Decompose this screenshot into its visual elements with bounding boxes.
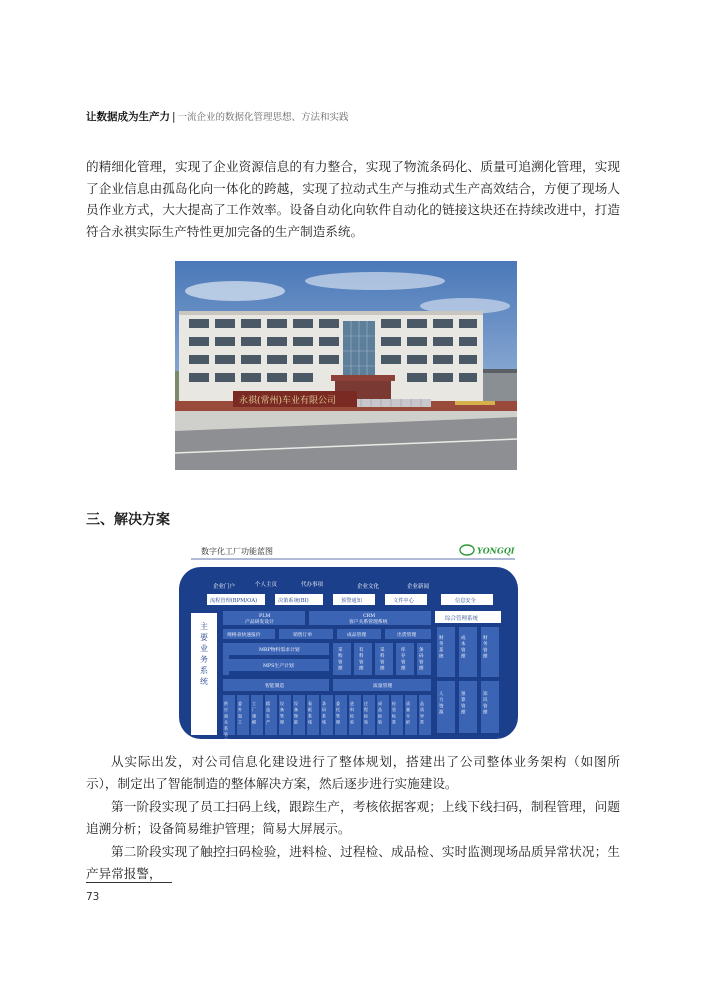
svg-text:销售订单: 销售订单: [293, 633, 313, 638]
svg-text:决策系统(BI): 决策系统(BI): [278, 598, 309, 604]
svg-text:个人主页: 个人主页: [255, 582, 278, 588]
factory-photo: [175, 261, 517, 470]
svg-text:有料管理: 有料管理: [359, 648, 364, 672]
svg-text:条码系统: 条码系统: [322, 701, 326, 725]
header-separator: |: [172, 111, 176, 123]
building-sign-text: 永祺(常州)车业有限公司: [239, 396, 337, 406]
svg-text:YONGQI: YONGQI: [477, 545, 515, 556]
svg-text:知识管理: 知识管理: [483, 692, 488, 716]
svg-text:企业文化: 企业文化: [357, 584, 380, 590]
svg-text:质量管理: 质量管理: [373, 684, 393, 689]
section-title: 三、解决方案: [86, 512, 170, 528]
svg-text:采料管理: 采料管理: [380, 648, 385, 672]
svg-text:采购管理: 采购管理: [338, 648, 343, 672]
paragraph-4: 第二阶段实现了触控扫码检验，进料检、过程检、成品检、实时监测现场品质异常状况；生产异常报警，: [86, 844, 620, 881]
main-system-label: 主要业务系统: [200, 622, 208, 686]
svg-text:信息安全: 信息安全: [455, 598, 476, 604]
svg-text:财务管理: 财务管理: [483, 636, 488, 660]
footnote-rule: [86, 882, 172, 883]
header-brand: 让数据成为生产力: [86, 111, 170, 123]
svg-text:质量分析: 质量分析: [406, 701, 410, 725]
yongqi-logo: [460, 545, 515, 556]
paragraph-3: 第一阶段实现了员工扫码上线，跟踪生产，考核依据客观；上线下线扫码，制程管理，问题追溯分析；设备简易维护管理；简易大屏展示。: [86, 799, 620, 836]
svg-text:预警通知: 预警通知: [341, 598, 362, 604]
svg-text:产品研发设计: 产品研发设计: [245, 620, 274, 625]
running-header: [86, 109, 349, 124]
paragraph-2: 从实际出发，对公司信息化建设进行了整体规划，搭建出了公司整体业务架构（如图所示），制定出了智能制造的整体解决方案，然后逐步进行实施建设。: [86, 754, 620, 791]
svg-text:CRM: CRM: [363, 614, 376, 619]
svg-text:预算管理: 预算管理: [461, 692, 466, 716]
svg-text:精益生产: 精益生产: [266, 701, 270, 725]
svg-text:条码管理: 条码管理: [419, 648, 424, 672]
svg-text:客户关系管理系统: 客户关系管理系统: [349, 620, 388, 625]
paragraph-1: 的精细化管理，实现了企业资源信息的有力整合，实现了物流条码化、质量可追溯化管理，实现了企业信息由孤岛化向一体化的跨越，实现了拉动式生产与推动式生产高效结合，方便了现场人员作业方式，大大提高了工作效率。设备自动化向软件自动化的链接这块还在持续改进中，打造符合永祺实际生产特性更加完备的生产制造系统。: [86, 159, 620, 239]
svg-text:代办事项: 代办事项: [301, 582, 324, 588]
svg-text:PLM: PLM: [259, 614, 271, 619]
svg-text:出货管理: 出货管理: [397, 633, 417, 638]
integrated-system-title: 综合管理系统: [445, 616, 479, 622]
svg-text:成本管理: 成本管理: [461, 636, 466, 660]
svg-text:MPS生产计划: MPS生产计划: [263, 664, 294, 669]
svg-text:设备管理: 设备管理: [280, 701, 284, 725]
svg-text:流程管理(BPM/OA): 流程管理(BPM/OA): [210, 598, 258, 604]
svg-text:MRP物料需求计划: MRP物料需求计划: [259, 648, 300, 653]
svg-text:进料检验: 进料检验: [350, 701, 354, 725]
svg-text:设备物联: 设备物联: [294, 701, 298, 725]
svg-text:财务系统: 财务系统: [439, 636, 444, 660]
svg-text:智能制造: 智能制造: [265, 684, 285, 689]
diagram-title: 数字化工厂功能蓝图: [201, 547, 273, 556]
svg-text:供应商关系管理: 供应商关系管理: [224, 701, 228, 744]
svg-text:规格表快速报价: 规格表快速报价: [227, 633, 261, 638]
svg-text:检验标准: 检验标准: [392, 701, 396, 725]
svg-text:成品检验: 成品检验: [378, 701, 382, 725]
svg-text:看板系统: 看板系统: [308, 701, 312, 725]
svg-text:工厂建模: 工厂建模: [252, 701, 256, 725]
svg-text:品质异常: 品质异常: [420, 701, 424, 725]
svg-text:文件中心: 文件中心: [393, 598, 414, 604]
svg-text:人力资源: 人力资源: [439, 692, 444, 716]
svg-text:委外加工: 委外加工: [238, 701, 242, 725]
page-number: 73: [86, 891, 100, 903]
svg-text:企业新闻: 企业新闻: [407, 584, 430, 590]
svg-text:委托管理: 委托管理: [336, 701, 340, 725]
svg-text:过程检验: 过程检验: [364, 701, 368, 725]
svg-text:企业门户: 企业门户: [213, 584, 236, 590]
svg-text:库存管理: 库存管理: [401, 648, 406, 672]
function-blueprint-diagram: [175, 539, 522, 744]
svg-text:成品管理: 成品管理: [347, 633, 367, 638]
header-subtitle: 一流企业的数据化管理思想、方法和实践: [177, 112, 349, 123]
